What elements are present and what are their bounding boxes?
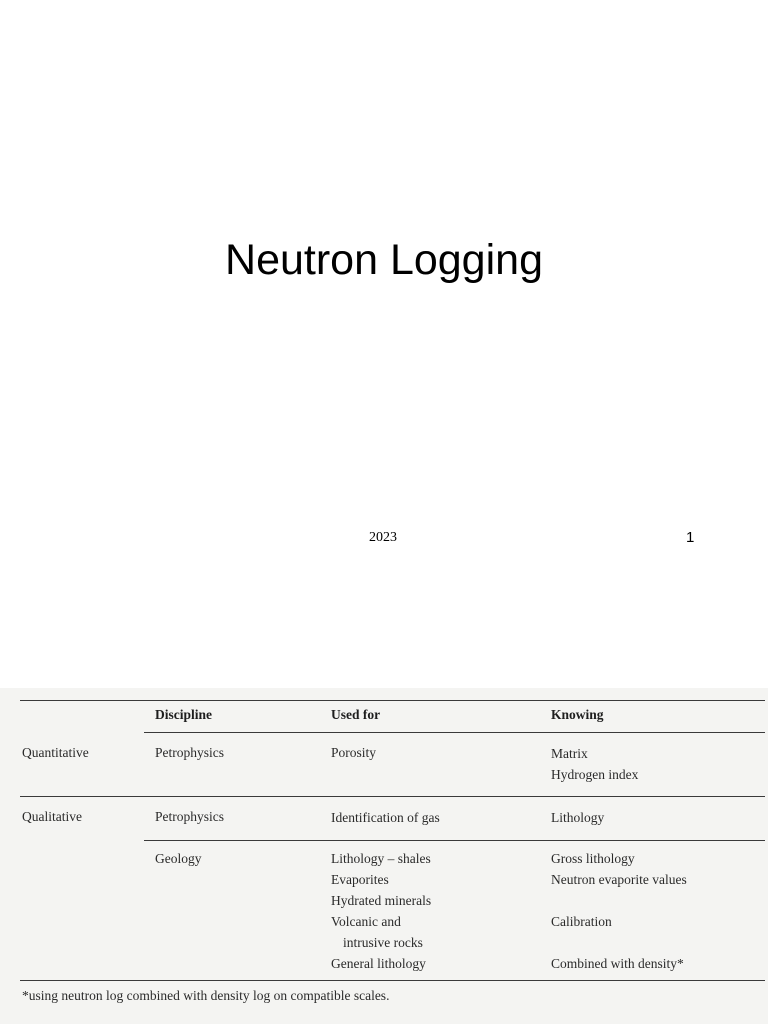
row-used-for: General lithology <box>331 956 426 971</box>
row-used-for: Evaporites <box>331 872 389 887</box>
header-discipline: Discipline <box>155 707 213 722</box>
row-knowing: Neutron evaporite values <box>551 872 687 887</box>
row-knowing: Gross lithology <box>551 851 635 866</box>
row-used-for: Porosity <box>331 745 377 760</box>
row-discipline: Geology <box>155 851 202 866</box>
neutron-log-uses-table <box>0 688 768 1024</box>
row-used-for: Identification of gas <box>331 810 440 825</box>
row-knowing: Calibration <box>551 914 612 929</box>
row-used-for: Volcanic and <box>331 914 401 929</box>
row-divider <box>144 840 765 841</box>
header-used-for: Used for <box>331 707 381 722</box>
page-number: 1 <box>686 529 695 546</box>
row-used-for: Lithology – shales <box>331 851 431 866</box>
table-footnote: *using neutron log combined with density log on compatible scales. <box>22 988 390 1003</box>
row-category: Quantitative <box>22 745 89 760</box>
row-divider <box>20 796 765 797</box>
footer-date: 2023 <box>369 530 397 545</box>
row-knowing: Hydrogen index <box>551 767 639 782</box>
row-knowing: Combined with density* <box>551 956 684 971</box>
row-discipline: Petrophysics <box>155 809 224 824</box>
row-category: Qualitative <box>22 809 82 824</box>
header-rule <box>144 732 765 733</box>
header-knowing: Knowing <box>551 707 604 722</box>
table-top-rule <box>20 700 765 701</box>
slide-title: Neutron Logging <box>225 236 543 284</box>
table-bottom-rule <box>20 980 765 981</box>
row-discipline: Petrophysics <box>155 745 224 760</box>
row-used-for: Hydrated minerals <box>331 893 432 908</box>
row-knowing: Lithology <box>551 810 605 825</box>
row-used-for: intrusive rocks <box>343 935 423 950</box>
row-knowing: Matrix <box>551 746 588 761</box>
